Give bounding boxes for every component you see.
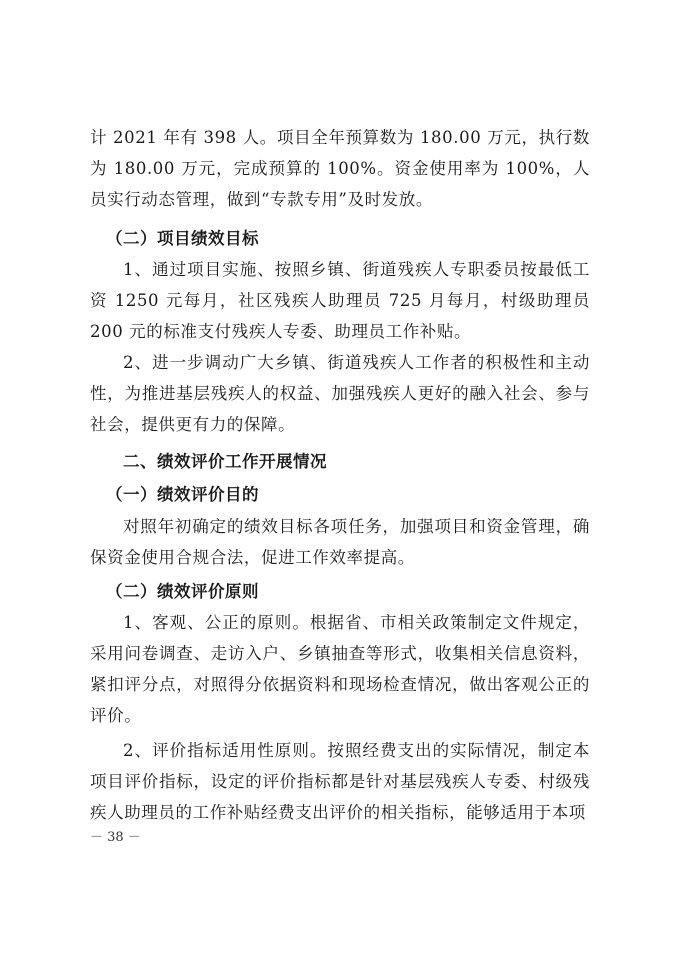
page-number: － 38 － bbox=[90, 830, 141, 845]
paragraph-evaluation-purpose: 对照年初确定的绩效目标各项任务，加强项目和资金管理，确保资金使用合规合法，促进工作效率提高。 bbox=[90, 517, 590, 567]
paragraph-goal-2: 2、进一步调动广大乡镇、街道残疾人工作者的积极性和主动性，为推进基层残疾人的权益、加强残疾人更好的融入社会、参与社会，提供更有力的保障。 bbox=[90, 353, 590, 434]
heading-evaluation-principle: （二）绩效评价原则 bbox=[106, 582, 259, 601]
heading-section-2: 二、绩效评价工作开展情况 bbox=[123, 452, 327, 471]
paragraph-principle-2: 2、评价指标适用性原则。按照经费支出的实际情况，制定本项目评价指标，设定的评价指标都是针对基层残疾人专委、村级残疾人助理员的工作补贴经费支出评价的相关指标，能够适用于本项 bbox=[90, 741, 590, 822]
heading-evaluation-purpose: （一）绩效评价目的 bbox=[106, 485, 259, 504]
paragraph-budget-summary: 计 2021 年有 398 人。项目全年预算数为 180.00 万元，执行数为 180.00 万元，完成预算的 100%。资金使用率为 100%，人员实行动态管理，做到“专款专用”及时发放。 bbox=[90, 128, 590, 209]
paragraph-goal-1: 1、通过项目实施、按照乡镇、街道残疾人专职委员按最低工资 1250 元每月，社区残疾人助理员 725 月每月，村级助理员 200 元的标准支付残疾人专委、助理员工作补贴。 bbox=[90, 260, 590, 341]
heading-project-goal: （二）项目绩效目标 bbox=[106, 229, 259, 248]
paragraph-principle-1: 1、客观、公正的原则。根据省、市相关政策制定文件规定，采用问卷调查、走访入户、乡镇抽查等形式，收集相关信息资料，紧扣评分点，对照得分依据资料和现场检查情况，做出客观公正的评价。 bbox=[90, 613, 590, 725]
